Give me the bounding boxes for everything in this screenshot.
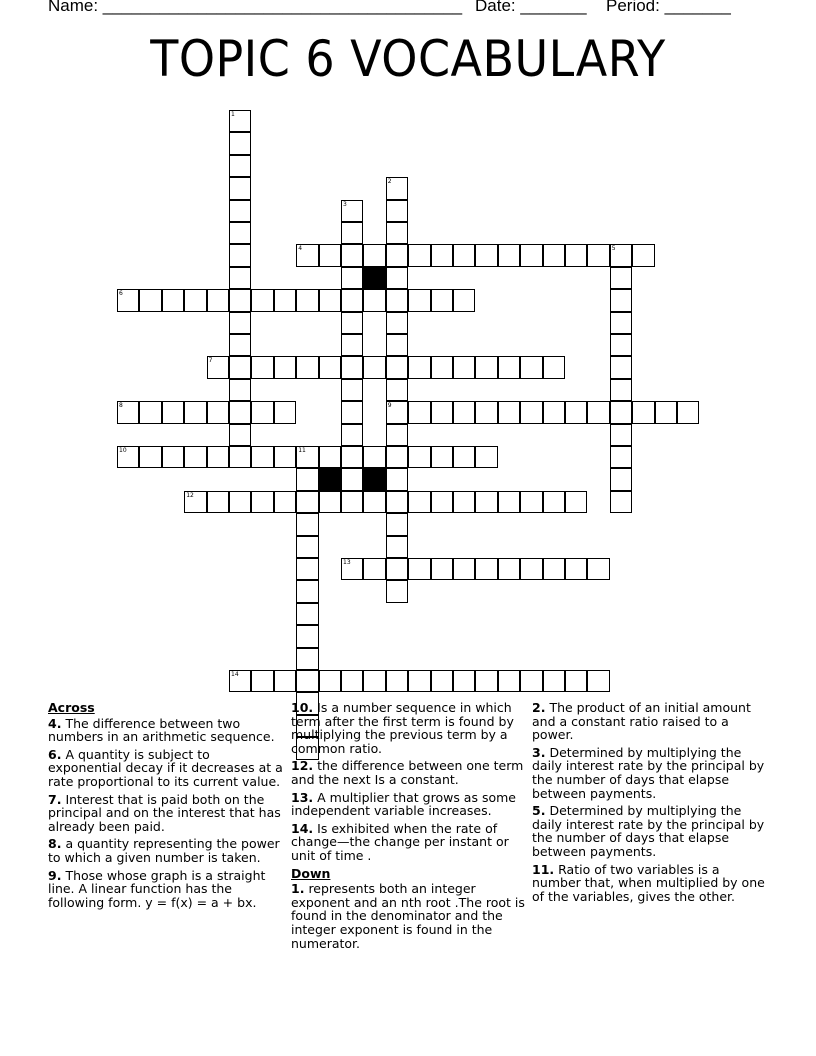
grid-cell[interactable] xyxy=(565,401,587,423)
grid-cell[interactable] xyxy=(386,446,408,468)
grid-cell[interactable] xyxy=(341,200,363,222)
grid-cell[interactable] xyxy=(408,356,430,378)
clue-number: 12. xyxy=(291,758,314,774)
clue-number: 1. xyxy=(291,881,305,897)
grid-cell[interactable] xyxy=(296,289,318,311)
grid-cell[interactable] xyxy=(251,670,273,692)
grid-cell[interactable] xyxy=(162,401,184,423)
grid-cell[interactable] xyxy=(408,244,430,266)
grid-cell[interactable] xyxy=(565,670,587,692)
grid-cell[interactable] xyxy=(296,356,318,378)
grid-cell[interactable] xyxy=(229,379,251,401)
grid-cell[interactable] xyxy=(498,558,520,580)
grid-cell[interactable] xyxy=(386,267,408,289)
grid-cell[interactable] xyxy=(139,446,161,468)
grid-cell[interactable] xyxy=(363,491,385,513)
cell-number: 3 xyxy=(343,200,347,208)
grid-cell[interactable] xyxy=(610,446,632,468)
grid-cell[interactable] xyxy=(475,446,497,468)
grid-cell[interactable] xyxy=(453,356,475,378)
clue-across-10 xyxy=(291,701,527,755)
grid-cell[interactable] xyxy=(386,424,408,446)
clue-across-14 xyxy=(291,822,527,863)
grid-cell[interactable] xyxy=(363,289,385,311)
grid-cell[interactable] xyxy=(229,670,251,692)
grid-cell[interactable] xyxy=(319,491,341,513)
grid-cell[interactable] xyxy=(520,670,542,692)
grid-cell[interactable] xyxy=(229,289,251,311)
clue-text: Is exhibited when the rate of change—the change per instant or unit of time . xyxy=(291,820,509,863)
clue-text: represents both an integer exponent and an nth root .The root is found in the denominator and the integer exponent is found in the numerator. xyxy=(291,881,525,951)
grid-cell[interactable] xyxy=(162,289,184,311)
grid-cell[interactable] xyxy=(431,244,453,266)
clue-text: Interest that is paid both on the principal and on the interest that has already been paid. xyxy=(48,791,281,834)
grid-cell[interactable] xyxy=(341,446,363,468)
clue-down-1 xyxy=(291,882,527,950)
grid-cell[interactable] xyxy=(363,558,385,580)
black-cell xyxy=(319,468,341,490)
clue-text: Ratio of two variables is a number that, when multiplied by one of the variables, gives the other. xyxy=(532,861,765,904)
grid-cell[interactable] xyxy=(229,334,251,356)
grid-cell[interactable] xyxy=(319,244,341,266)
grid-cell[interactable] xyxy=(543,356,565,378)
grid-cell[interactable] xyxy=(386,670,408,692)
grid-cell[interactable] xyxy=(543,244,565,266)
grid-cell[interactable] xyxy=(475,244,497,266)
grid-cell[interactable] xyxy=(408,558,430,580)
grid-cell[interactable] xyxy=(229,267,251,289)
cell-number: 5 xyxy=(611,245,616,253)
grid-cell[interactable] xyxy=(386,222,408,244)
grid-cell[interactable] xyxy=(520,356,542,378)
clue-number: 9. xyxy=(48,867,62,883)
clue-text: The difference between two numbers in an arithmetic sequence. xyxy=(48,715,275,745)
down-heading: Down xyxy=(291,865,331,881)
grid-cell[interactable] xyxy=(341,222,363,244)
clue-column-2 xyxy=(291,701,527,954)
grid-cell[interactable] xyxy=(251,356,273,378)
clue-text: a quantity representing the power to which a given number is taken. xyxy=(48,836,280,865)
grid-cell[interactable] xyxy=(610,289,632,311)
black-cell xyxy=(363,468,385,490)
grid-cell[interactable] xyxy=(341,356,363,378)
grid-cell[interactable] xyxy=(296,603,318,625)
grid-cell[interactable] xyxy=(565,558,587,580)
clue-text: A quantity is subject to exponential decay if it decreases at a rate proportional to its current value. xyxy=(48,746,283,789)
grid-cell[interactable] xyxy=(363,244,385,266)
grid-cell[interactable] xyxy=(431,670,453,692)
clue-column-3 xyxy=(532,701,768,907)
clue-across-12 xyxy=(291,759,527,786)
clue-text: A multiplier that grows as some independent variable increases. xyxy=(291,789,516,819)
cell-number: 14 xyxy=(231,671,239,678)
clue-number: 3. xyxy=(532,744,546,760)
grid-cell[interactable] xyxy=(453,491,475,513)
grid-cell[interactable] xyxy=(386,401,408,423)
clue-text: Determined by multiplying the daily interest rate by the principal by the number of days that elapse between payments. xyxy=(532,744,765,801)
grid-cell[interactable] xyxy=(207,356,229,378)
grid-cell[interactable] xyxy=(229,177,251,199)
clue-number: 8. xyxy=(48,836,62,852)
grid-cell[interactable] xyxy=(296,491,318,513)
grid-cell[interactable] xyxy=(162,446,184,468)
grid-cell[interactable] xyxy=(229,401,251,423)
grid-cell[interactable] xyxy=(229,491,251,513)
grid-cell[interactable] xyxy=(565,244,587,266)
grid-cell[interactable] xyxy=(610,491,632,513)
grid-cell[interactable] xyxy=(341,558,363,580)
across-heading: Across xyxy=(48,700,95,715)
grid-cell[interactable] xyxy=(251,491,273,513)
clue-text: the difference between one term and the next Is a constant. xyxy=(291,758,524,787)
grid-cell[interactable] xyxy=(632,244,654,266)
period-field[interactable]: Period: _______ xyxy=(606,0,731,15)
grid-cell[interactable] xyxy=(363,356,385,378)
clue-down-2 xyxy=(532,701,768,742)
clue-text: Those whose graph is a straight line. A linear function has the following form. y = f(x) = a + bx. xyxy=(48,867,266,910)
cell-number: 12 xyxy=(186,491,194,499)
grid-cell[interactable] xyxy=(386,513,408,535)
grid-cell[interactable] xyxy=(319,356,341,378)
grid-cell[interactable] xyxy=(610,267,632,289)
grid-cell[interactable] xyxy=(251,401,273,423)
grid-cell[interactable] xyxy=(408,491,430,513)
clue-across-4 xyxy=(48,717,284,744)
grid-cell[interactable] xyxy=(229,110,251,132)
grid-cell[interactable] xyxy=(386,200,408,222)
grid-cell[interactable] xyxy=(655,401,677,423)
black-cell xyxy=(363,267,385,289)
grid-cell[interactable] xyxy=(543,558,565,580)
grid-cell[interactable] xyxy=(117,446,139,468)
grid-cell[interactable] xyxy=(274,670,296,692)
grid-cell[interactable] xyxy=(610,379,632,401)
grid-cell[interactable] xyxy=(341,491,363,513)
grid-cell[interactable] xyxy=(319,670,341,692)
grid-cell[interactable] xyxy=(475,401,497,423)
grid-cell[interactable] xyxy=(341,244,363,266)
grid-cell[interactable] xyxy=(453,244,475,266)
clue-number: 6. xyxy=(48,746,62,762)
grid-cell[interactable] xyxy=(296,625,318,647)
grid-cell[interactable] xyxy=(520,491,542,513)
grid-cell[interactable] xyxy=(453,446,475,468)
clue-across-6 xyxy=(48,748,284,789)
grid-cell[interactable] xyxy=(431,401,453,423)
grid-cell[interactable] xyxy=(498,356,520,378)
grid-cell[interactable] xyxy=(543,401,565,423)
grid-cell[interactable] xyxy=(296,580,318,602)
cell-number: 1 xyxy=(231,111,235,118)
grid-cell[interactable] xyxy=(341,379,363,401)
grid-cell[interactable] xyxy=(386,312,408,334)
grid-cell[interactable] xyxy=(610,312,632,334)
grid-cell[interactable] xyxy=(296,446,318,468)
grid-cell[interactable] xyxy=(453,670,475,692)
grid-cell[interactable] xyxy=(386,536,408,558)
clue-number: 14. xyxy=(291,820,314,836)
date-field[interactable]: Date: _______ xyxy=(475,0,587,15)
grid-cell[interactable] xyxy=(207,446,229,468)
grid-cell[interactable] xyxy=(498,491,520,513)
cell-number: 10 xyxy=(119,447,127,454)
grid-cell[interactable] xyxy=(498,244,520,266)
clue-number: 13. xyxy=(291,789,314,805)
grid-cell[interactable] xyxy=(386,177,408,199)
grid-cell[interactable] xyxy=(632,401,654,423)
grid-cell[interactable] xyxy=(520,244,542,266)
grid-cell[interactable] xyxy=(139,401,161,423)
grid-cell[interactable] xyxy=(431,491,453,513)
grid-cell[interactable] xyxy=(296,648,318,670)
grid-cell[interactable] xyxy=(520,558,542,580)
grid-cell[interactable] xyxy=(431,356,453,378)
clue-number: 4. xyxy=(48,715,62,731)
grid-cell[interactable] xyxy=(184,491,206,513)
grid-cell[interactable] xyxy=(587,670,609,692)
grid-cell[interactable] xyxy=(386,558,408,580)
cell-number: 13 xyxy=(343,559,351,566)
grid-cell[interactable] xyxy=(543,491,565,513)
grid-cell[interactable] xyxy=(475,670,497,692)
grid-cell[interactable] xyxy=(117,289,139,311)
grid-cell[interactable] xyxy=(229,155,251,177)
grid-cell[interactable] xyxy=(408,670,430,692)
grid-cell[interactable] xyxy=(117,401,139,423)
clue-across-13 xyxy=(291,791,527,818)
grid-cell[interactable] xyxy=(610,401,632,423)
grid-cell[interactable] xyxy=(610,244,632,266)
grid-cell[interactable] xyxy=(610,424,632,446)
clue-across-7 xyxy=(48,793,284,834)
clue-number: 10. xyxy=(291,700,314,715)
clue-number: 5. xyxy=(532,803,546,819)
grid-cell[interactable] xyxy=(386,491,408,513)
grid-cell[interactable] xyxy=(296,244,318,266)
grid-cell[interactable] xyxy=(431,289,453,311)
grid-cell[interactable] xyxy=(341,424,363,446)
cell-number: 4 xyxy=(298,245,303,253)
clue-down-11 xyxy=(532,863,768,904)
grid-cell[interactable] xyxy=(453,401,475,423)
grid-cell[interactable] xyxy=(341,468,363,490)
grid-cell[interactable] xyxy=(319,289,341,311)
grid-cell[interactable] xyxy=(229,222,251,244)
grid-cell[interactable] xyxy=(363,670,385,692)
clue-number: 7. xyxy=(48,791,62,807)
grid-cell[interactable] xyxy=(184,289,206,311)
grid-cell[interactable] xyxy=(386,468,408,490)
grid-cell[interactable] xyxy=(319,446,341,468)
grid-cell[interactable] xyxy=(274,491,296,513)
grid-cell[interactable] xyxy=(207,289,229,311)
grid-cell[interactable] xyxy=(207,491,229,513)
clue-text: Is a number sequence in which term after the first term is found by multiplying the previous term by a common ratio. xyxy=(291,700,514,756)
clue-across-9 xyxy=(48,869,284,910)
grid-cell[interactable] xyxy=(475,491,497,513)
cell-number: 9 xyxy=(387,402,392,410)
grid-cell[interactable] xyxy=(341,334,363,356)
grid-cell[interactable] xyxy=(184,446,206,468)
grid-cell[interactable] xyxy=(363,446,385,468)
grid-cell[interactable] xyxy=(274,356,296,378)
page-title: TOPIC 6 VOCABULARY xyxy=(150,30,666,88)
grid-cell[interactable] xyxy=(341,267,363,289)
grid-cell[interactable] xyxy=(565,491,587,513)
grid-cell[interactable] xyxy=(229,356,251,378)
grid-cell[interactable] xyxy=(408,289,430,311)
grid-cell[interactable] xyxy=(408,401,430,423)
grid-cell[interactable] xyxy=(274,446,296,468)
cell-number: 11 xyxy=(298,447,306,454)
grid-cell[interactable] xyxy=(520,401,542,423)
grid-cell[interactable] xyxy=(587,244,609,266)
grid-cell[interactable] xyxy=(296,513,318,535)
grid-cell[interactable] xyxy=(408,446,430,468)
clue-down-3 xyxy=(532,746,768,800)
cell-number: 7 xyxy=(208,357,213,365)
cell-number: 8 xyxy=(119,402,123,410)
grid-cell[interactable] xyxy=(543,670,565,692)
grid-cell[interactable] xyxy=(251,446,273,468)
grid-cell[interactable] xyxy=(386,334,408,356)
clue-text: The product of an initial amount and a constant ratio raised to a power. xyxy=(532,700,751,743)
grid-cell[interactable] xyxy=(475,558,497,580)
cell-number: 6 xyxy=(119,290,123,298)
grid-cell[interactable] xyxy=(386,244,408,266)
grid-cell[interactable] xyxy=(139,289,161,311)
grid-cell[interactable] xyxy=(453,558,475,580)
grid-cell[interactable] xyxy=(229,446,251,468)
grid-cell[interactable] xyxy=(274,289,296,311)
grid-cell[interactable] xyxy=(184,401,206,423)
clue-column-1 xyxy=(48,701,284,913)
grid-cell[interactable] xyxy=(296,468,318,490)
grid-cell[interactable] xyxy=(341,289,363,311)
grid-cell[interactable] xyxy=(229,244,251,266)
grid-cell[interactable] xyxy=(341,670,363,692)
grid-cell[interactable] xyxy=(453,289,475,311)
grid-cell[interactable] xyxy=(296,670,318,692)
grid-cell[interactable] xyxy=(386,289,408,311)
clue-across-8 xyxy=(48,837,284,864)
clue-down-5 xyxy=(532,804,768,858)
grid-cell[interactable] xyxy=(229,200,251,222)
grid-cell[interactable] xyxy=(610,356,632,378)
grid-cell[interactable] xyxy=(296,536,318,558)
name-field[interactable]: Name: ______________________________________ xyxy=(48,0,463,15)
grid-cell[interactable] xyxy=(296,558,318,580)
grid-cell[interactable] xyxy=(386,580,408,602)
grid-cell[interactable] xyxy=(677,401,699,423)
grid-cell[interactable] xyxy=(386,356,408,378)
grid-cell[interactable] xyxy=(610,334,632,356)
grid-cell[interactable] xyxy=(498,670,520,692)
clue-number: 2. xyxy=(532,700,546,715)
grid-cell[interactable] xyxy=(475,356,497,378)
clue-text: Determined by multiplying the daily interest rate by the principal by the number of days that elapse between payments. xyxy=(532,803,765,859)
grid-cell[interactable] xyxy=(274,401,296,423)
grid-cell[interactable] xyxy=(229,312,251,334)
grid-cell[interactable] xyxy=(251,289,273,311)
grid-cell[interactable] xyxy=(431,558,453,580)
grid-cell[interactable] xyxy=(431,446,453,468)
grid-cell[interactable] xyxy=(587,558,609,580)
grid-cell[interactable] xyxy=(341,401,363,423)
grid-cell[interactable] xyxy=(587,401,609,423)
clue-number: 11. xyxy=(532,861,555,877)
grid-cell[interactable] xyxy=(229,424,251,446)
cell-number: 2 xyxy=(387,178,392,186)
grid-cell[interactable] xyxy=(207,401,229,423)
grid-cell[interactable] xyxy=(341,312,363,334)
grid-cell[interactable] xyxy=(498,401,520,423)
grid-cell[interactable] xyxy=(229,132,251,154)
grid-cell[interactable] xyxy=(610,468,632,490)
grid-cell[interactable] xyxy=(386,379,408,401)
